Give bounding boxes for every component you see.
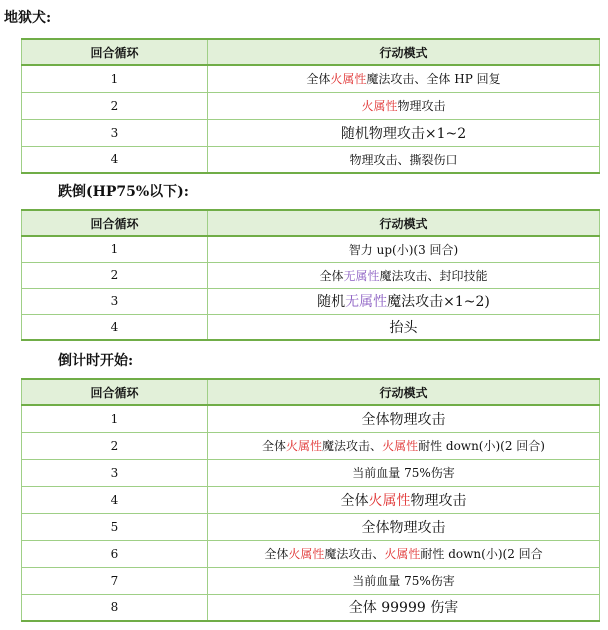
turn-number: 3 bbox=[22, 459, 208, 486]
action-pattern bbox=[208, 486, 600, 513]
action-text: 全体物理攻击 bbox=[361, 519, 446, 536]
action-text: 物理攻击、撕裂伤口 bbox=[349, 152, 458, 167]
action-table-countdown bbox=[21, 378, 600, 622]
action-text: 物理攻击 bbox=[410, 492, 467, 509]
header-action-pattern: 行动模式 bbox=[208, 379, 600, 405]
turn-number: 6 bbox=[22, 540, 208, 567]
table-row bbox=[22, 432, 600, 459]
table-row bbox=[22, 540, 600, 567]
table-row bbox=[22, 459, 600, 486]
table-row bbox=[22, 513, 600, 540]
action-text: 物理攻击 bbox=[397, 99, 446, 113]
turn-number: 8 bbox=[22, 594, 208, 621]
header-action-pattern: 行动模式 bbox=[208, 210, 600, 236]
turn-number: 2 bbox=[22, 432, 208, 459]
turn-number: 4 bbox=[22, 314, 208, 340]
action-table-cerberus bbox=[21, 38, 600, 174]
turn-number: 2 bbox=[22, 262, 208, 288]
action-text: 魔法攻击×1~2) bbox=[387, 294, 490, 310]
action-pattern bbox=[208, 459, 600, 486]
element-attribute: 火属性 bbox=[286, 439, 323, 453]
action-pattern bbox=[208, 146, 600, 173]
action-table-fallen bbox=[21, 209, 600, 341]
action-pattern bbox=[208, 262, 600, 288]
element-attribute: 无属性 bbox=[343, 268, 380, 283]
element-attribute: 火属性 bbox=[382, 439, 419, 453]
action-pattern bbox=[208, 405, 600, 432]
action-text: 当前血量 75%伤害 bbox=[352, 574, 455, 588]
table-row bbox=[22, 486, 600, 513]
table-row bbox=[22, 314, 600, 340]
action-text: 魔法攻击、 bbox=[322, 439, 383, 453]
action-text: 智力 up(小)(3 回合) bbox=[348, 242, 459, 257]
table-row bbox=[22, 405, 600, 432]
action-text: 耐性 down(小)(2 回合 bbox=[420, 547, 543, 561]
table-row bbox=[22, 288, 600, 314]
turn-number: 2 bbox=[22, 92, 208, 119]
table-row bbox=[22, 567, 600, 594]
action-text: 全体 bbox=[319, 268, 344, 283]
turn-number: 1 bbox=[22, 65, 208, 92]
turn-number: 5 bbox=[22, 513, 208, 540]
header-turn-cycle: 回合循环 bbox=[22, 379, 208, 405]
action-pattern bbox=[208, 567, 600, 594]
header-action-pattern: 行动模式 bbox=[208, 39, 600, 65]
turn-number: 3 bbox=[22, 119, 208, 146]
element-attribute: 无属性 bbox=[345, 294, 388, 310]
table-row bbox=[22, 65, 600, 92]
action-pattern bbox=[208, 288, 600, 314]
element-attribute: 火属性 bbox=[361, 99, 398, 113]
action-text: 全体 bbox=[264, 547, 289, 561]
action-text: 随机物理攻击×1~2 bbox=[340, 125, 467, 142]
turn-number: 7 bbox=[22, 567, 208, 594]
section-title-fallen: 跌倒(HP75%以下): bbox=[58, 184, 189, 200]
action-pattern bbox=[208, 119, 600, 146]
action-text: 魔法攻击、封印技能 bbox=[379, 268, 488, 283]
action-text: 抬头 bbox=[389, 319, 418, 336]
turn-number: 3 bbox=[22, 288, 208, 314]
action-text: 魔法攻击、 bbox=[324, 547, 385, 561]
section-title-cerberus: 地狱犬: bbox=[4, 10, 52, 26]
action-text: 全体 bbox=[262, 439, 287, 453]
action-pattern bbox=[208, 513, 600, 540]
table-row bbox=[22, 594, 600, 621]
section-title-countdown: 倒计时开始: bbox=[58, 353, 134, 369]
turn-number: 1 bbox=[22, 236, 208, 262]
turn-number: 4 bbox=[22, 146, 208, 173]
action-pattern bbox=[208, 594, 600, 621]
action-text: 全体 bbox=[306, 72, 331, 87]
element-attribute: 火属性 bbox=[288, 547, 325, 561]
action-pattern bbox=[208, 236, 600, 262]
header-turn-cycle: 回合循环 bbox=[22, 39, 208, 65]
table-row bbox=[22, 119, 600, 146]
action-pattern bbox=[208, 540, 600, 567]
header-turn-cycle: 回合循环 bbox=[22, 210, 208, 236]
turn-number: 1 bbox=[22, 405, 208, 432]
table-row bbox=[22, 92, 600, 119]
table-row bbox=[22, 236, 600, 262]
table-row bbox=[22, 146, 600, 173]
action-text: 全体物理攻击 bbox=[361, 411, 446, 428]
action-text: 当前血量 75%伤害 bbox=[352, 466, 455, 480]
element-attribute: 火属性 bbox=[384, 547, 421, 561]
action-pattern bbox=[208, 65, 600, 92]
action-text: 全体 99999 伤害 bbox=[348, 600, 459, 617]
action-text: 耐性 down(小)(2 回合) bbox=[418, 439, 545, 453]
action-text: 全体 bbox=[340, 492, 369, 509]
turn-number: 4 bbox=[22, 486, 208, 513]
action-text: 随机 bbox=[317, 294, 346, 310]
element-attribute: 火属性 bbox=[330, 72, 367, 87]
action-pattern bbox=[208, 314, 600, 340]
action-pattern bbox=[208, 432, 600, 459]
action-text: 魔法攻击、全体 HP 回复 bbox=[366, 72, 501, 87]
action-pattern bbox=[208, 92, 600, 119]
element-attribute: 火属性 bbox=[368, 492, 411, 509]
table-row bbox=[22, 262, 600, 288]
